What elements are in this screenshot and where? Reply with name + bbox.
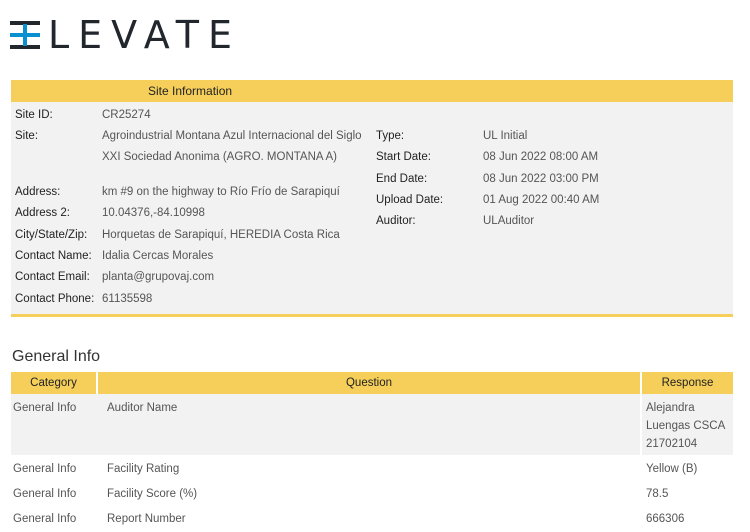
auditor-label: Auditor: [376,215,416,227]
elevate-logo [10,13,242,57]
table-row [11,455,733,480]
category-cell: General Info [13,513,77,525]
start-date-label: Start Date: [376,151,431,163]
question-cell: Facility Score (%) [107,488,198,500]
question-cell: Facility Rating [107,463,180,475]
type-value: UL Initial [483,130,528,142]
site-label: Site: [15,130,39,142]
city-state-zip-label: City/State/Zip: [15,229,88,241]
plus-logo-icon [10,21,44,49]
type-label: Type: [376,130,405,142]
logo-text: LEVATE [48,13,242,57]
address-value: km #9 on the highway to Río Frío de Sarapiquí [102,186,340,198]
table-row [11,480,733,505]
auditor-value: ULAuditor [483,215,535,227]
category-cell: General Info [11,394,97,455]
table-row [11,505,733,530]
site-id-value: CR25274 [102,109,151,121]
site-information-title: Site Information [148,84,233,98]
site-id-row [15,105,53,126]
contact-phone-label: Contact Phone: [15,293,95,305]
response-cell: 78.5 [641,480,733,505]
site-id-label: Site ID: [15,109,53,121]
response-cell: 666306 [641,505,733,530]
response-cell: Alejandra Luengas CSCA 21702104 [641,394,733,455]
site-information-panel [11,80,733,317]
category-cell: General Info [13,463,77,475]
address-2-label: Address 2: [15,207,70,219]
site-information-header [11,80,733,102]
contact-name-label: Contact Name: [15,250,92,262]
start-date-value: 08 Jun 2022 08:00 AM [483,151,599,163]
general-info-title: General Info [12,348,101,365]
end-date-label: End Date: [376,173,428,185]
table-header-row [11,372,733,394]
upload-date-value: 01 Aug 2022 00:40 AM [483,194,600,206]
contact-email-label: Contact Email: [15,271,90,283]
general-info-table [11,372,733,530]
column-header-response: Response [641,372,733,394]
upload-date-label: Upload Date: [376,194,444,206]
table-row [11,394,733,455]
address-label: Address: [15,186,61,198]
question-cell: Report Number [107,513,186,525]
site-value: Agroindustrial Montana Azul Internacional del Siglo XXI Sociedad Anonima (AGRO. MONTANA A) [102,130,362,163]
contact-name-value: Idalia Cercas Morales [102,250,214,262]
contact-phone-value: 61135598 [102,293,153,305]
column-header-question: Question [97,372,641,394]
column-header-category: Category [11,372,97,394]
question-cell: Auditor Name [97,394,641,455]
contact-email-value: planta@grupovaj.com [102,271,215,283]
response-cell: Yellow (B) [641,455,733,480]
category-cell: General Info [13,488,77,500]
address-2-value: 10.04376,-84.10998 [102,207,205,219]
city-state-zip-value: Horquetas de Sarapiquí, HEREDIA Costa Rica [102,229,340,241]
end-date-value: 08 Jun 2022 03:00 PM [483,173,599,185]
